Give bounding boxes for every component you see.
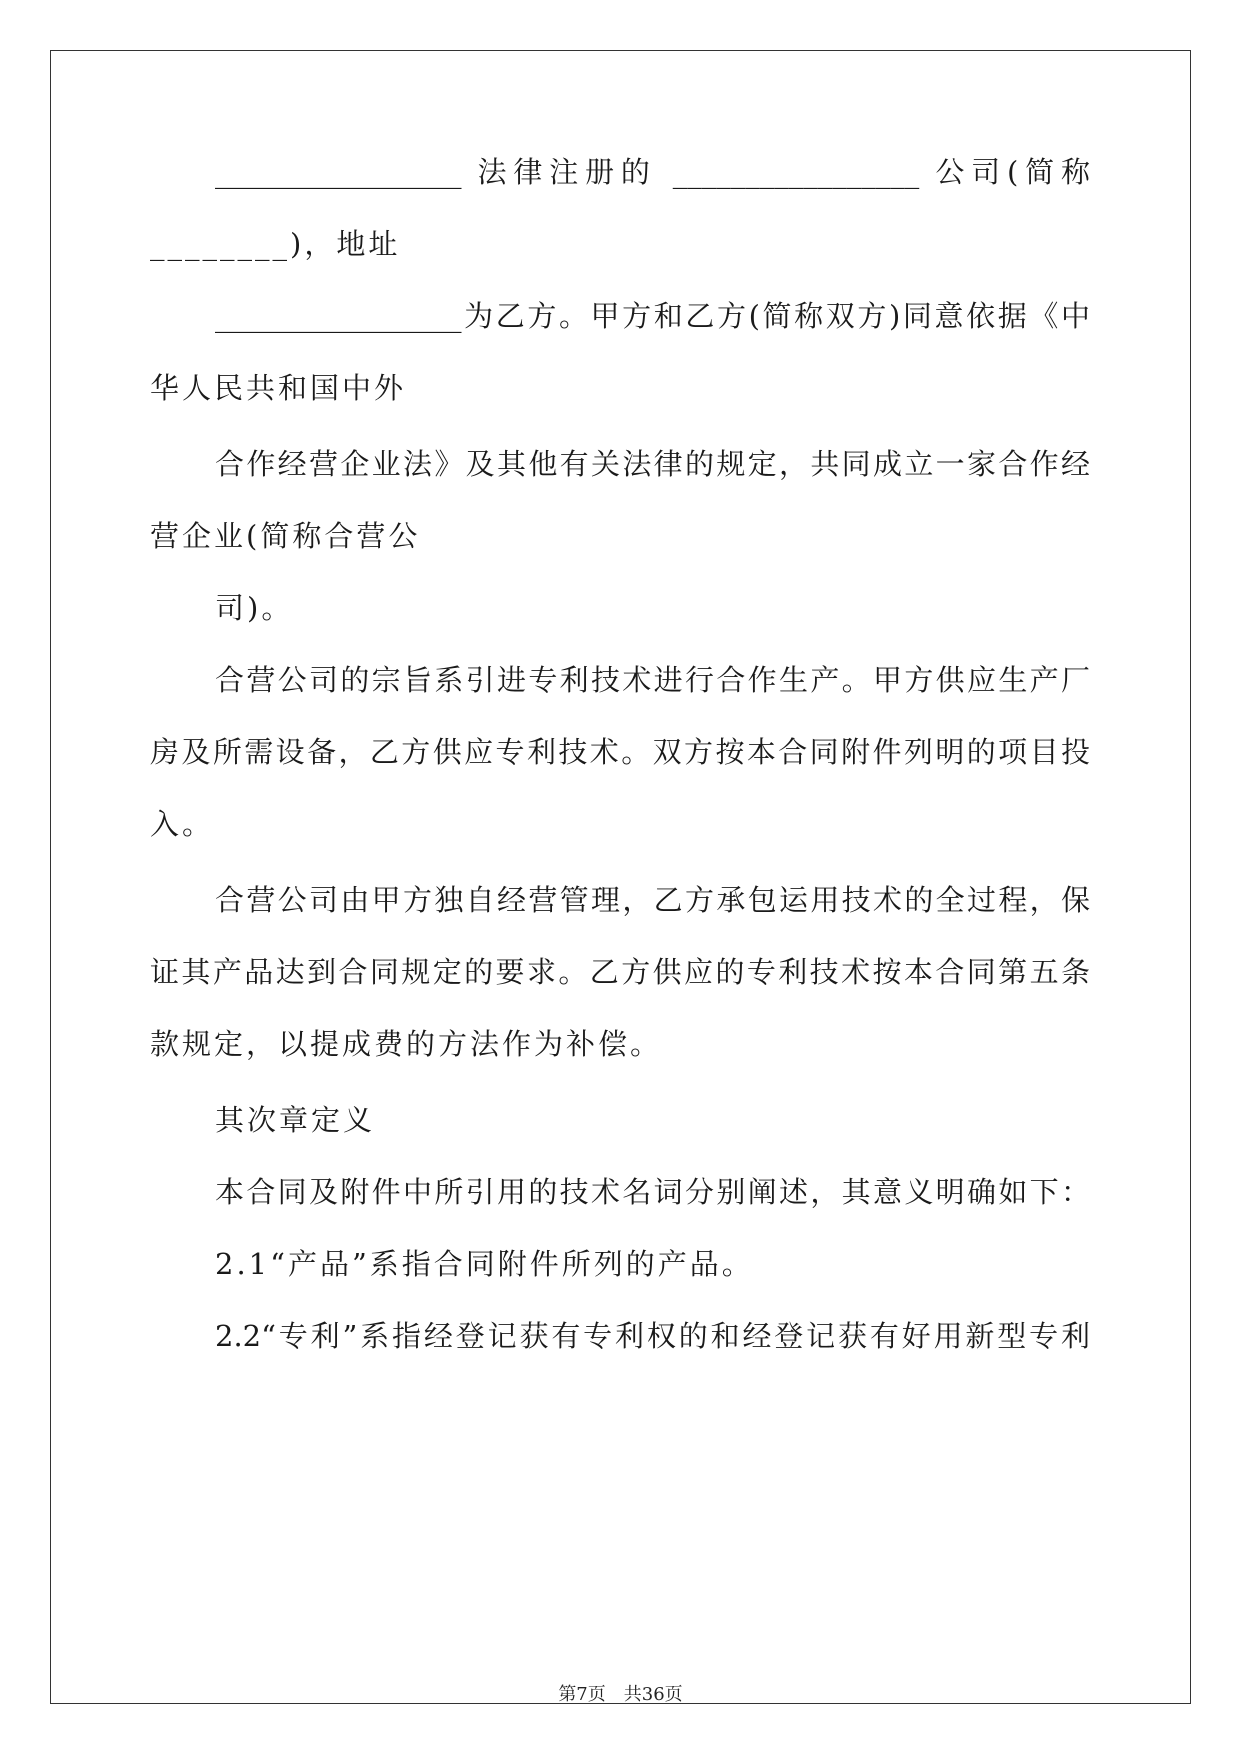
text-line: 入。 <box>150 807 215 841</box>
text-line: 房及所需设备，乙方供应专利技术。双方按本合同附件列明的项目投 <box>150 735 1090 769</box>
text-line: ________)，地址 <box>150 227 401 261</box>
text-line: 营企业(简称合营公 <box>150 519 421 553</box>
page-number: 第7页 共36页 <box>558 1684 683 1705</box>
text-line: _________________ 法律注册的 _________________ 公司(简称 <box>215 155 1090 189</box>
text-line: 合营公司由甲方独自经营管理，乙方承包运用技术的全过程，保 <box>215 883 1090 917</box>
text-line: 证其产品达到合同规定的要求。乙方供应的专利技术按本合同第五条 <box>150 955 1090 989</box>
text-line: 合营公司的宗旨系引进专利技术进行合作生产。甲方供应生产厂 <box>215 663 1090 697</box>
text-line: 2.2“专利”系指经登记获有专利权的和经登记获有好用新型专利 <box>215 1319 1090 1353</box>
text-line: 本合同及附件中所引用的技术名词分别阐述，其意义明确如下： <box>215 1175 1090 1209</box>
text-line: 华人民共和国中外 <box>150 371 407 405</box>
text-line: 2.1“产品”系指合同附件所列的产品。 <box>215 1247 754 1281</box>
text-line: 款规定，以提成费的方法作为补偿。 <box>150 1027 663 1061</box>
section-heading: 其次章定义 <box>215 1103 376 1137</box>
text-line: _________________为乙方。甲方和乙方(简称双方)同意依据《中 <box>215 299 1090 333</box>
text-line: 司)。 <box>215 591 294 625</box>
text-line: 合作经营企业法》及其他有关法律的规定，共同成立一家合作经 <box>215 447 1090 481</box>
